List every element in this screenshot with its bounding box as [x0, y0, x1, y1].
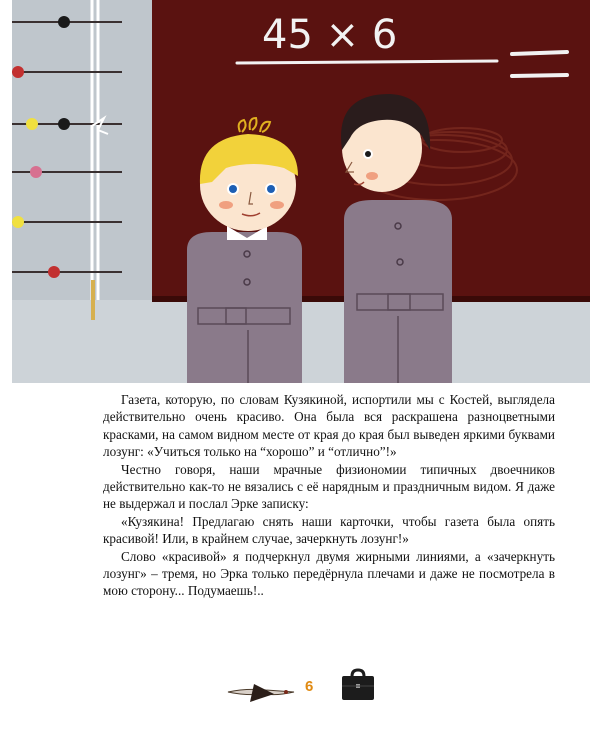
blackboard-equation: 45 × 6 [262, 12, 398, 58]
page-number: 6 [305, 678, 314, 695]
pen-icon [226, 680, 298, 704]
page-footer [0, 660, 600, 720]
paragraph: «Кузякина! Предлагаю снять наши карточки, чтобы газета была опять красивой! Или, в крайнем случае, зачеркнуть лозунг!» [103, 513, 555, 547]
illustration [12, 0, 590, 383]
paragraph: Газета, которую, по словам Кузякиной, испортили мы с Костей, выглядела действительно очень красиво. Она была вся раскрашена разноцветными красками, на самом видном месте от края до края был выведен яркими буквами лозунг: «Учиться только на “хорошо” и “отлично”!» [103, 392, 555, 460]
briefcase-icon [340, 668, 376, 702]
paragraph: Слово «красивой» я подчеркнул двумя жирными линиями, а «зачеркнуть лозунг» – тремя, но Эрка только передёрнула плечами и даже не посмотрела в мою сторону... Подумаешь!.. [103, 548, 555, 599]
paragraph: Честно говоря, наши мрачные физиономии типичных двоечников действительно как-то не вязались с её нарядным и праздничным видом. Я даже не выдержал и послал Эрке записку: [103, 461, 555, 512]
story-text [103, 391, 555, 600]
